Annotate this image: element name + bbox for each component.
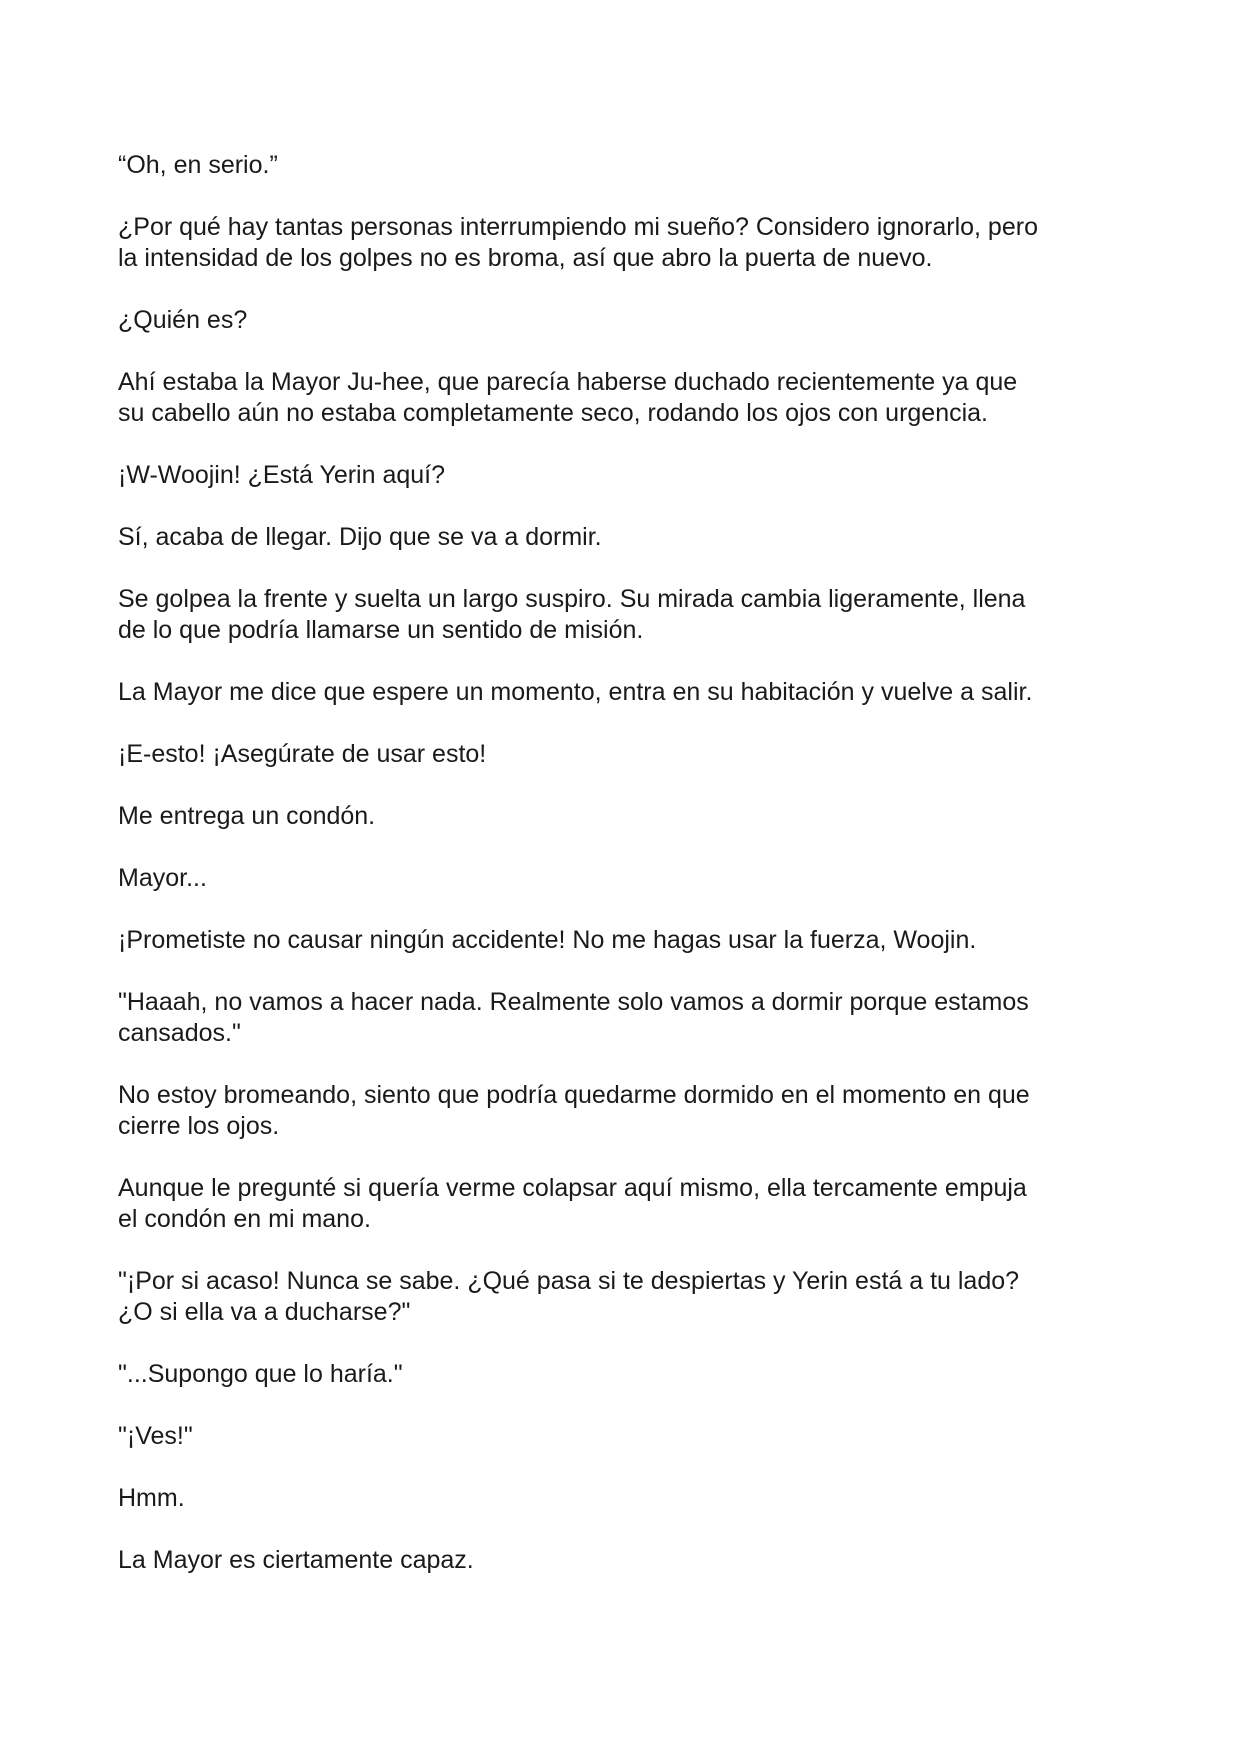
paragraph: ¡E-esto! ¡Asegúrate de usar esto!	[118, 740, 487, 768]
paragraph: Ahí estaba la Mayor Ju-hee, que parecía haberse duchado recientemente ya que su cabello aún no estaba completamente seco, rodando los ojos con urgencia.	[118, 368, 1018, 427]
paragraph: ¿Quién es?	[118, 306, 248, 334]
paragraph: Sí, acaba de llegar. Dijo que se va a dormir.	[118, 523, 602, 551]
paragraph: ¡W-Woojin! ¿Está Yerin aquí?	[118, 461, 446, 489]
paragraph: Hmm.	[118, 1484, 185, 1512]
paragraph: ¡Prometiste no causar ningún accidente! No me hagas usar la fuerza, Woojin.	[118, 926, 977, 954]
paragraph: Se golpea la frente y suelta un largo suspiro. Su mirada cambia ligeramente, llena de lo que podría llamarse un sentido de misión.	[118, 585, 1026, 644]
paragraph: "¡Por si acaso! Nunca se sabe. ¿Qué pasa si te despiertas y Yerin está a tu lado? ¿O si ella va a ducharse?"	[118, 1267, 1020, 1326]
paragraph: Me entrega un condón.	[118, 802, 376, 830]
paragraph: "...Supongo que lo haría."	[118, 1360, 403, 1388]
paragraph: No estoy bromeando, siento que podría quedarme dormido en el momento en que cierre los ojos.	[118, 1081, 1030, 1140]
paragraph: ¿Por qué hay tantas personas interrumpiendo mi sueño? Considero ignorarlo, pero la intensidad de los golpes no es broma, así que abro la puerta de nuevo.	[118, 213, 1038, 272]
paragraph: “Oh, en serio.”	[118, 151, 278, 179]
paragraph: La Mayor es ciertamente capaz.	[118, 1546, 474, 1574]
paragraph: Aunque le pregunté si quería verme colapsar aquí mismo, ella tercamente empuja el condón en mi mano.	[118, 1174, 1027, 1233]
paragraph: "Haaah, no vamos a hacer nada. Realmente solo vamos a dormir porque estamos cansados."	[118, 988, 1029, 1047]
paragraph: Mayor...	[118, 864, 207, 892]
document-body	[118, 150, 1138, 1607]
paragraph: La Mayor me dice que espere un momento, entra en su habitación y vuelve a salir.	[118, 678, 1033, 706]
paragraph: "¡Ves!"	[118, 1422, 193, 1450]
